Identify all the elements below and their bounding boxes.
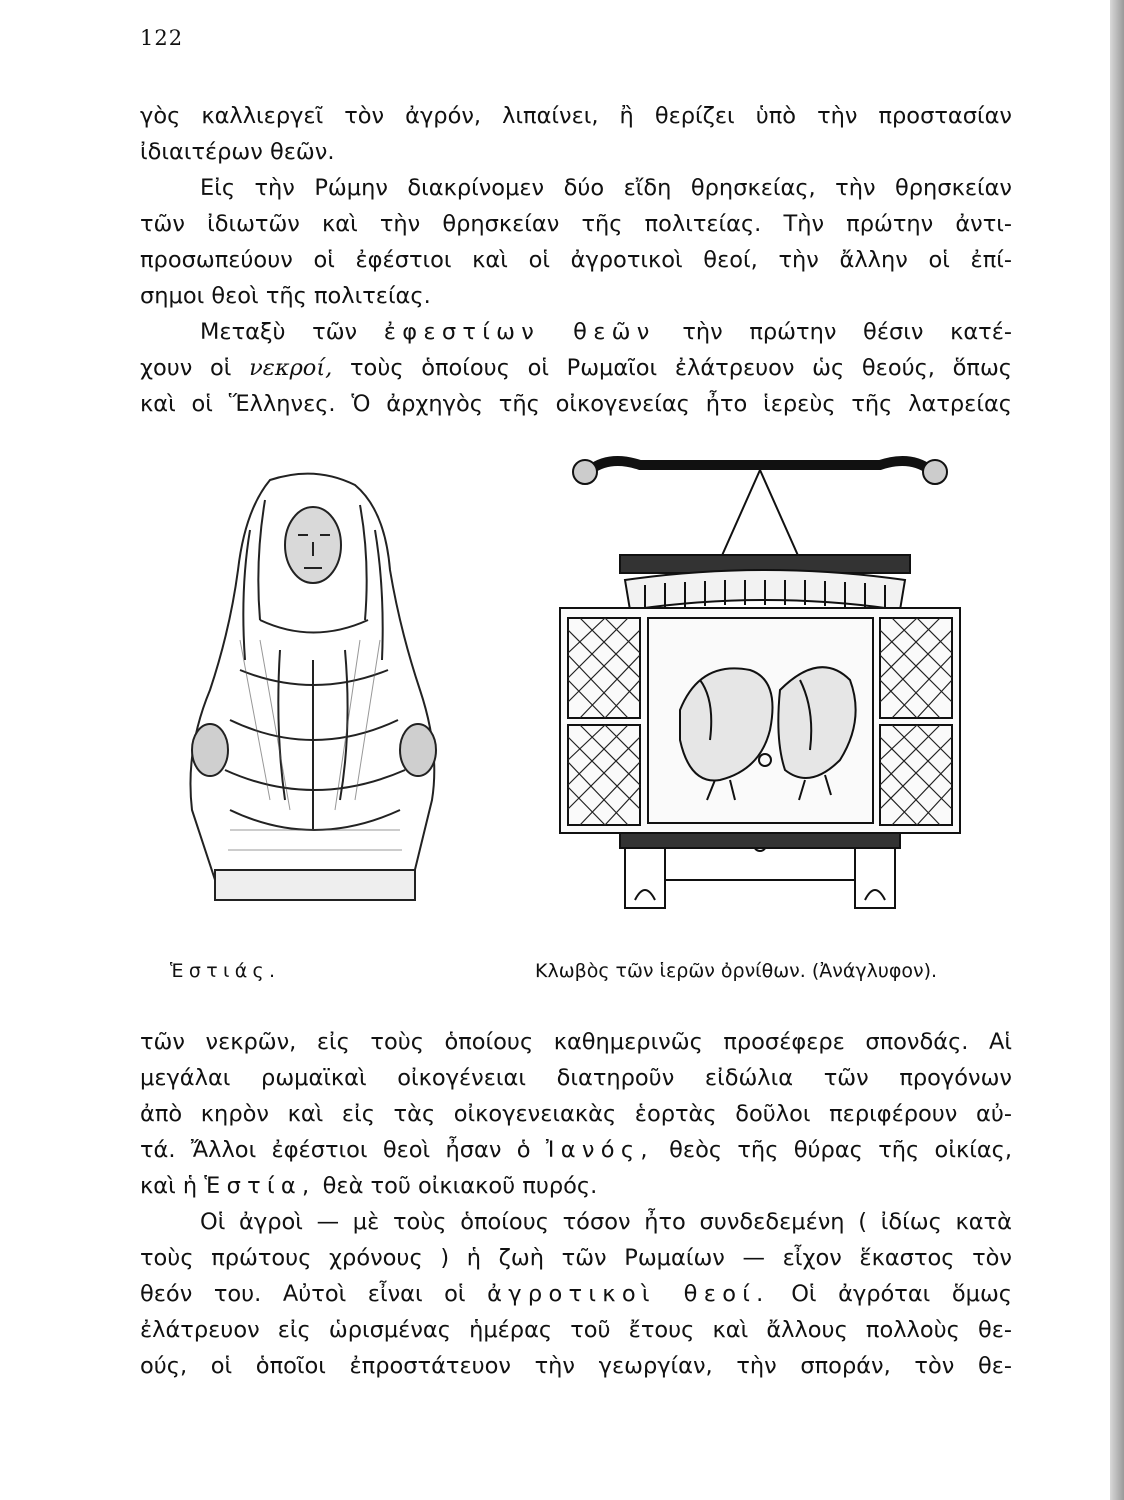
text-line: προσωπεύουν οἱ ἐφέστιοι καὶ οἱ ἀγροτικοὶ θεοί, τὴν ἄλλην οἱ ἐπί-: [140, 247, 1012, 273]
statue-caption: [170, 960, 280, 982]
spaced-term: ἀγροτικοὶ θεοί.: [487, 1281, 770, 1307]
text-line: σημοι θεοὶ τῆς πολιτείας.: [140, 283, 431, 309]
text-line: τοὺς πρώτους χρόνους ) ἡ ζωὴ τῶν Ρωμαίων — εἶχον ἕκαστος τὸν: [140, 1245, 1012, 1271]
spaced-term: Ἰανός,: [545, 1137, 654, 1163]
vesta-statue-illustration: [170, 470, 460, 930]
text-run: καὶ ἡ: [140, 1173, 198, 1199]
text-line: ἐλάτρευον εἰς ὡρισμένας ἡμέρας τοῦ ἔτους καὶ ἄλλους πολλοὺς θε-: [140, 1317, 1012, 1343]
text-run: Μεταξὺ τῶν: [200, 319, 358, 345]
text-line: γὸς καλλιεργεῖ τὸν ἀγρόν, λιπαίνει, ἢ θερίζει ὑπὸ τὴν προστασίαν: [140, 103, 1012, 129]
text-run: Οἱ ἀγρόται ὅμως: [791, 1281, 1012, 1307]
page-number: 122: [140, 26, 184, 50]
cage-caption: Κλωβὸς τῶν ἱερῶν ὀρνίθων. (Ἀνάγλυφον).: [535, 960, 938, 982]
text-line: [140, 1168, 1012, 1204]
text-line: [140, 314, 1012, 350]
text-line: μεγάλαι ρωμαϊκαὶ οἰκογένειαι διατηροῦν εἰδώλια τῶν προγόνων: [140, 1065, 1012, 1091]
text-line: τῶν ἰδιωτῶν καὶ τὴν θρησκείαν τῆς πολιτείας. Τὴν πρώτην ἀντι-: [140, 211, 1012, 237]
text-line: [140, 1132, 1012, 1168]
text-run: χουν οἱ: [140, 355, 232, 381]
vesta-statue-figure: [170, 470, 460, 930]
sacred-bird-cage-figure: [550, 440, 970, 920]
text-line: καὶ οἱ Ἕλληνες. Ὁ ἀρχηγὸς τῆς οἰκογενείας ἦτο ἱερεὺς τῆς λατρείας: [140, 391, 1012, 417]
text-line: ἀπὸ κηρὸν καὶ εἰς τὰς οἰκογενειακὰς ἑορτὰς δοῦλοι περιφέρουν αὐ-: [140, 1101, 1012, 1127]
text-run: τά. Ἄλλοι ἐφέστιοι θεοὶ ἦσαν ὁ: [140, 1137, 531, 1163]
text-line: [140, 1276, 1012, 1312]
spaced-term: ἐφεστίων θεῶν: [383, 319, 656, 345]
text-line: Οἱ ἀγροὶ — μὲ τοὺς ὁποίους τόσον ἦτο συνδεδεμένη ( ἰδίως κατὰ: [200, 1209, 1012, 1235]
caption-text: Ἑστιάς.: [170, 960, 281, 982]
bird-cage-illustration: [550, 440, 970, 920]
text-run: θεὰ τοῦ οἰκιακοῦ πυρός.: [322, 1173, 598, 1199]
text-run: τοὺς ὁποίους οἱ Ρωμαῖοι ἐλάτρευον ὡς θεούς, ὅπως: [350, 355, 1012, 381]
text-line: [140, 350, 1012, 386]
text-line: ἰδιαιτέρων θεῶν.: [140, 139, 335, 165]
text-line: ούς, οἱ ὁποῖοι ἐπροστάτευον τὴν γεωργίαν, τὴν σποράν, τὸν θε-: [140, 1353, 1012, 1379]
spaced-term: Ἑστία,: [204, 1173, 316, 1199]
page-edge-shadow: [1110, 0, 1124, 1500]
text-line: Εἰς τὴν Ρώμην διακρίνομεν δύο εἴδη θρησκείας, τὴν θρησκείαν: [200, 175, 1012, 201]
text-run: θεὸς τῆς θύρας τῆς οἰκίας,: [669, 1137, 1013, 1163]
top-text-block: [140, 98, 1012, 422]
text-line: τῶν νεκρῶν, εἰς τοὺς ὁποίους καθημερινῶς προσέφερε σπονδάς. Αἱ: [140, 1029, 1012, 1055]
text-run: θεόν του. Αὐτοὶ εἶναι οἱ: [140, 1281, 466, 1307]
text-run: τὴν πρώτην θέσιν κατέ-: [682, 319, 1012, 345]
bottom-text-block: [140, 1024, 1012, 1384]
italic-term: νεκροί,: [249, 355, 333, 381]
